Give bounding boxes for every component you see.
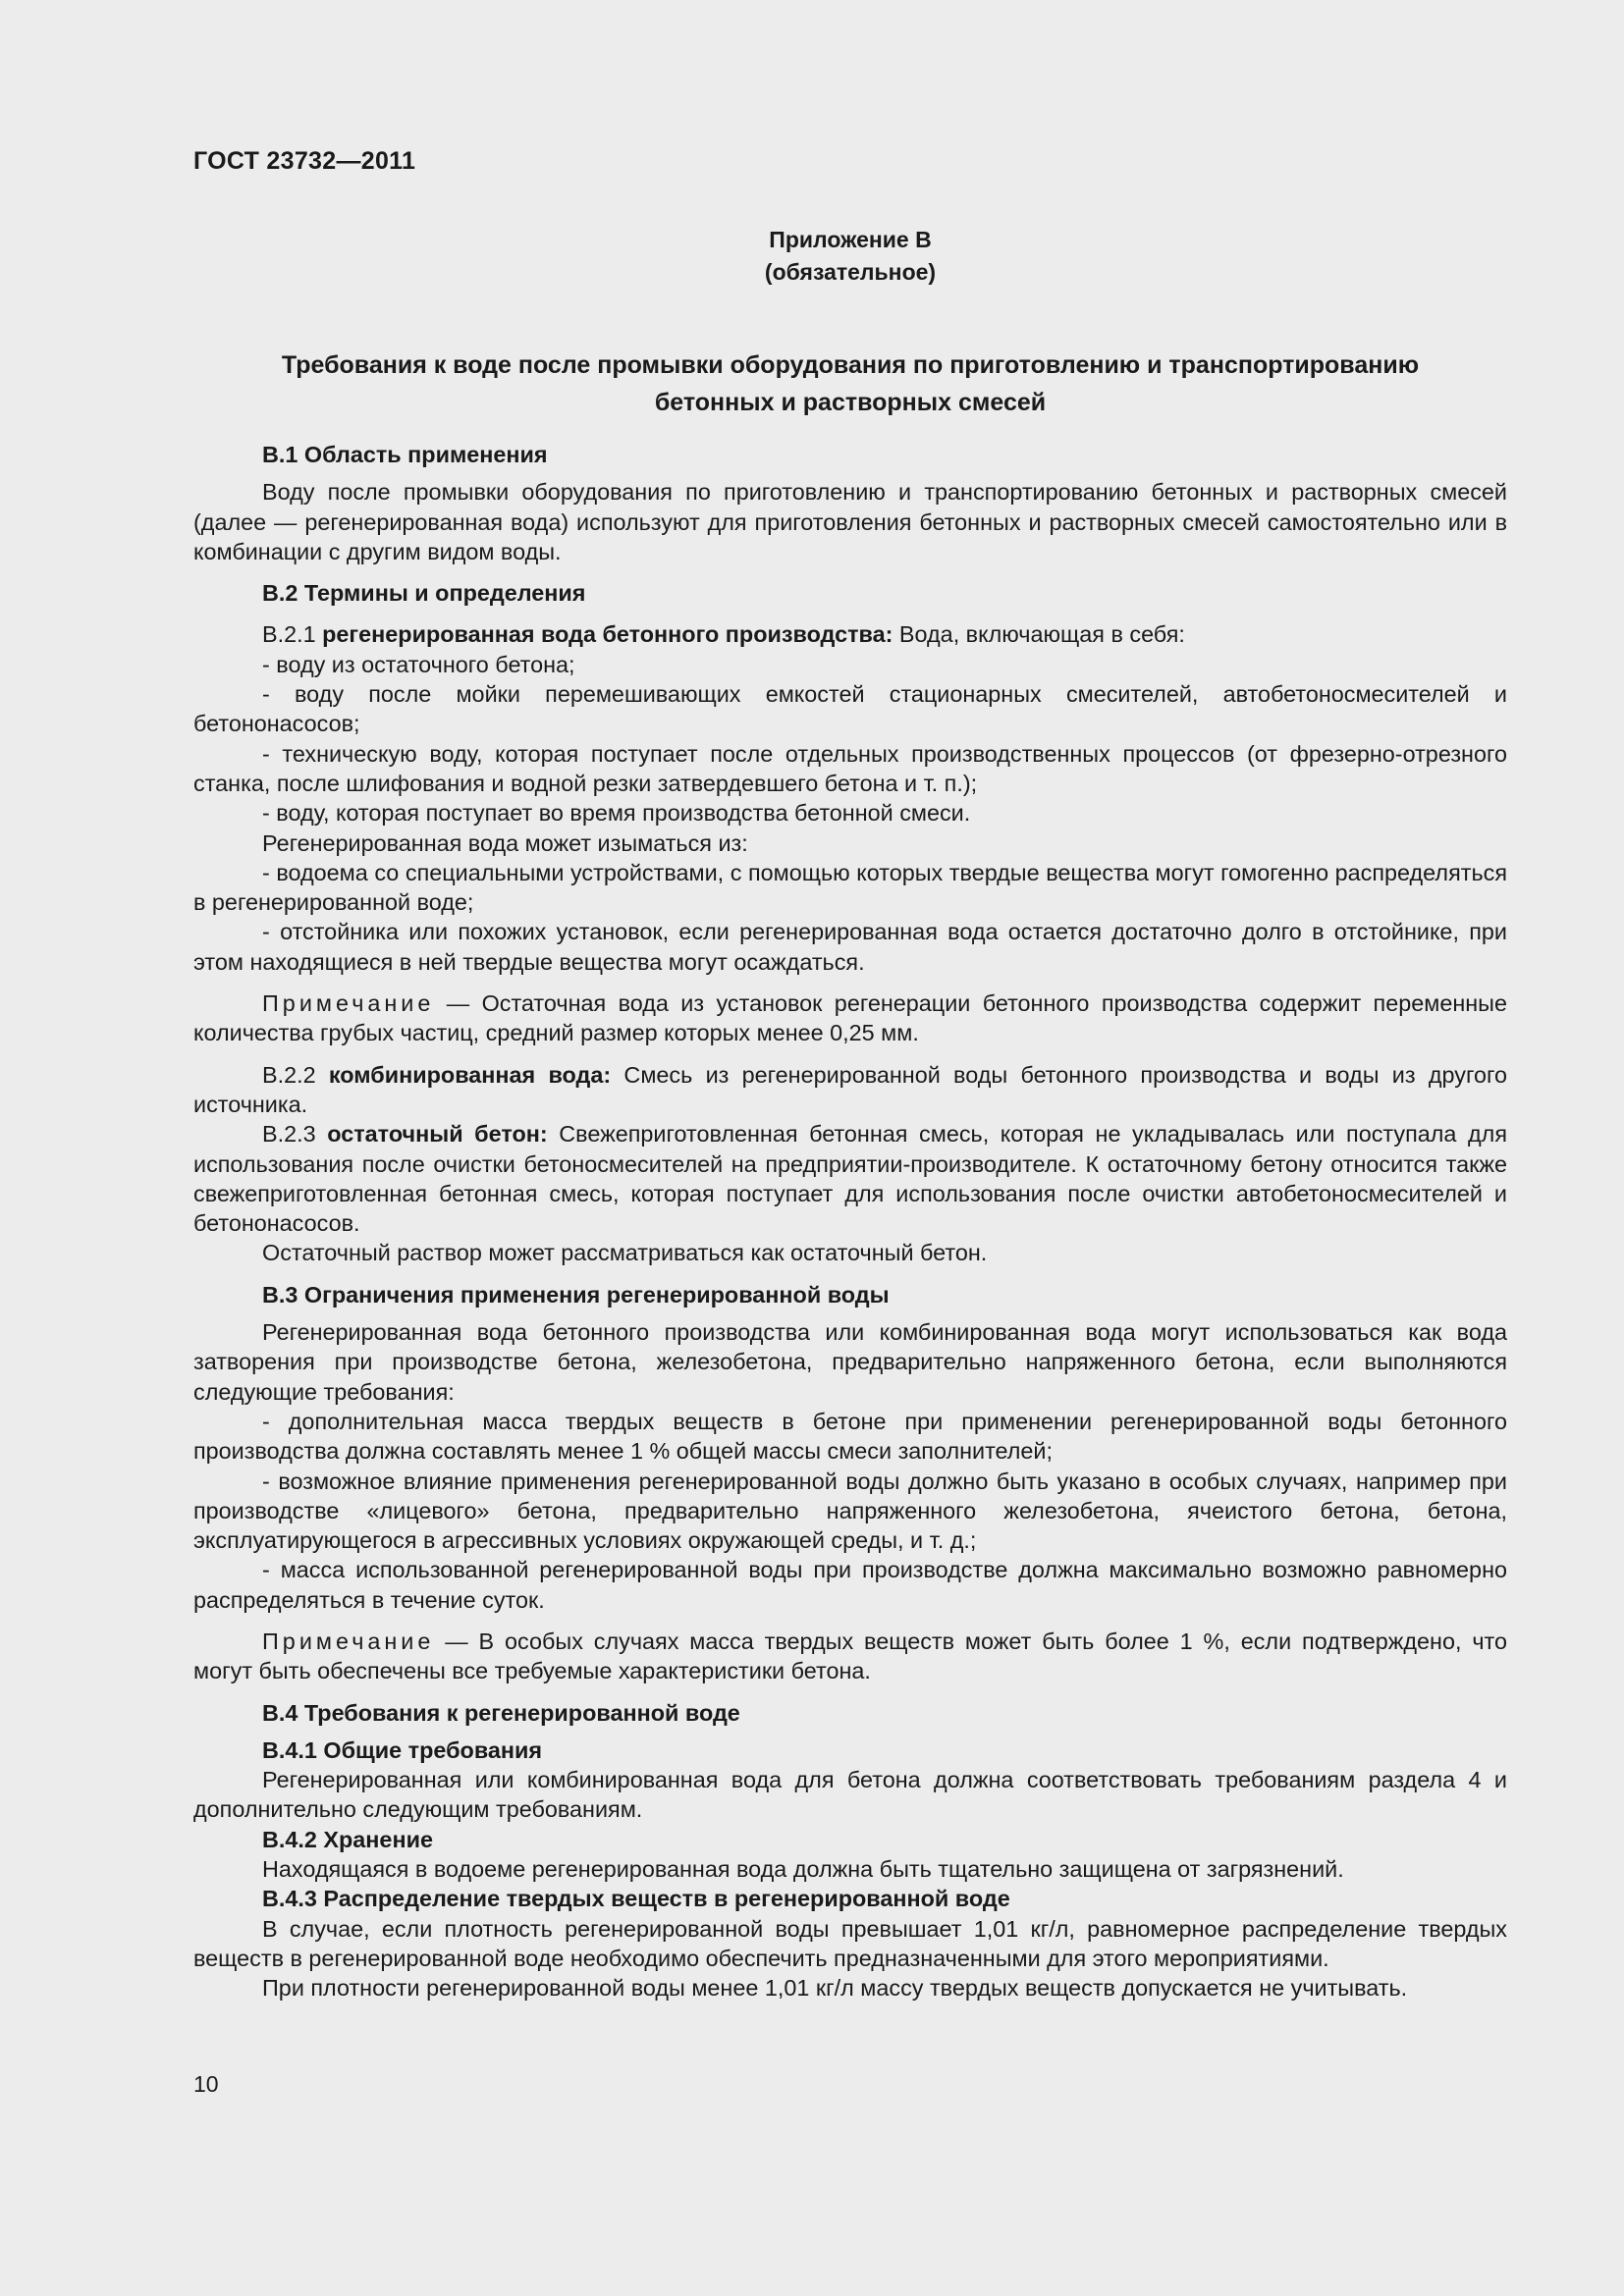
list-item: - воду после мойки перемешивающих емкостей стационарных смесителей, автобетоносмесителей и бетононасосов; xyxy=(193,681,1507,737)
list-item: - дополнительная масса твердых веществ в бетоне при применении регенерированной воды бетонного производства должна составлять менее 1 % общей массы смеси заполнителей; xyxy=(193,1408,1507,1465)
term: регенерированная вода бетонного производства: xyxy=(322,621,893,648)
section-heading-b1: В.1 Область применения xyxy=(262,442,548,467)
document-title xyxy=(193,347,1507,421)
appendix-status: (обязательное) xyxy=(764,259,937,285)
document-body xyxy=(193,440,1507,2003)
paragraph: Воду после промывки оборудования по приготовлению и транспортированию бетонных и растворных смесей (далее — регенерированная вода) используют для приготовления бетонных и растворных смесей самостоятельно или в комбинации с другим видом воды. xyxy=(193,479,1507,564)
section-heading-b4: В.4 Требования к регенерированной воде xyxy=(262,1699,740,1726)
list-item: - техническую воду, которая поступает после отдельных производственных процессов (от фрезерно-отрезного станка, после шлифования и водной резки затвердевшего бетона и т. п.); xyxy=(193,740,1507,796)
list-item: - воду, которая поступает во время производства бетонной смеси. xyxy=(262,800,971,827)
note-label: Примечание xyxy=(262,990,435,1017)
appendix-heading xyxy=(193,224,1507,289)
list-item: - масса использованной регенерированной воды при производстве должна максимально возможно равномерно распределяться в течение суток. xyxy=(193,1557,1507,1613)
paragraph: Остаточный раствор может рассматриваться как остаточный бетон. xyxy=(262,1240,988,1266)
paragraph: Регенерированная вода может изыматься из: xyxy=(262,829,748,856)
note-label: Примечание xyxy=(262,1628,435,1654)
term-definition-b2-3 xyxy=(193,1119,1507,1238)
list-item: - воду из остаточного бетона; xyxy=(262,651,575,677)
note xyxy=(193,988,1507,1048)
term-definition-b2-2 xyxy=(193,1060,1507,1120)
term: комбинированная вода: xyxy=(328,1061,612,1088)
term-text: Смесь из регенерированной воды бетонного производства и воды из другого источника. xyxy=(193,1061,1507,1117)
document-title-line-1: Требования к воде после промывки оборудования по приготовлению и транспортированию xyxy=(281,351,1420,379)
term-text: Свежеприготовленная бетонная смесь, которая не укладывалась или поступала для использования после очистки бетоносмесителей на предприятии-производителе. К остаточному бетону относится также свежеприготовленная бетонная смесь, которая поступает для использования после очистки автобетоносмесителей и бетононасосов. xyxy=(193,1121,1507,1237)
list-item: - водоема со специальными устройствами, с помощью которых твердые вещества могут гомогенно распределяться в регенерированной воде; xyxy=(193,859,1507,916)
section-heading-b2: В.2 Термины и определения xyxy=(262,580,586,607)
paragraph: В случае, если плотность регенерированной воды превышает 1,01 кг/л, равномерное распределение твердых веществ в регенерированной воде необходимо обеспечить предназначенными для этого мероприятиями. xyxy=(193,1915,1507,1971)
term-definition-b2-1 xyxy=(193,619,1507,649)
subsection-heading-b4-1: В.4.1 Общие требования xyxy=(262,1736,543,1763)
note-text: — Остаточная вода из установок регенерации бетонного производства содержит переменные количества грубых частиц, средний размер которых менее 0,25 мм. xyxy=(193,990,1507,1046)
term-number: В.2.1 xyxy=(262,621,323,648)
section-heading-b3: В.3 Ограничения применения регенерированной воды xyxy=(262,1281,890,1308)
appendix-title: Приложение В xyxy=(769,227,932,252)
term-text: Вода, включающая в себя: xyxy=(893,621,1185,648)
term-number: В.2.2 xyxy=(262,1061,329,1088)
term: остаточный бетон: xyxy=(327,1121,548,1148)
paragraph: Регенерированная вода бетонного производства или комбинированная вода могут использоваться как вода затворения при производстве бетона, железобетона, предварительно напряженного бетона, если выполняются следующие требования: xyxy=(193,1319,1507,1405)
page-number: 10 xyxy=(193,2071,219,2097)
term-number: В.2.3 xyxy=(262,1121,328,1148)
subsection-heading-b4-2: В.4.2 Хранение xyxy=(262,1826,433,1852)
list-item: - отстойника или похожих установок, если регенерированная вода остается достаточно долго в отстойнике, при этом находящиеся в ней твердые вещества могут осаждаться. xyxy=(193,919,1507,975)
subsection-heading-b4-3: В.4.3 Распределение твердых веществ в регенерированной воде xyxy=(262,1886,1010,1912)
note xyxy=(193,1627,1507,1686)
paragraph: При плотности регенерированной воды менее 1,01 кг/л массу твердых веществ допускается не учитывать. xyxy=(262,1975,1408,2002)
note-text: — В особых случаях масса твердых веществ может быть более 1 %, если подтверждено, что могут быть обеспечены все требуемые характеристики бетона. xyxy=(193,1628,1507,1684)
list-item: - возможное влияние применения регенерированной воды должно быть указано в особых случаях, например при производстве «лицевого» бетона, предварительно напряженного железобетона, ячеистого бетона, бетона, эксплуатирующегося в агрессивных условиях окружающей среды, и т. д.; xyxy=(193,1468,1507,1554)
standard-id: ГОСТ 23732—2011 xyxy=(193,147,416,175)
document-title-line-2: бетонных и растворных смесей xyxy=(654,389,1047,416)
paragraph: Находящаяся в водоеме регенерированная вода должна быть тщательно защищена от загрязнений. xyxy=(262,1856,1344,1883)
paragraph: Регенерированная или комбинированная вода для бетона должна соответствовать требованиям раздела 4 и дополнительно следующим требованиям. xyxy=(193,1767,1507,1823)
